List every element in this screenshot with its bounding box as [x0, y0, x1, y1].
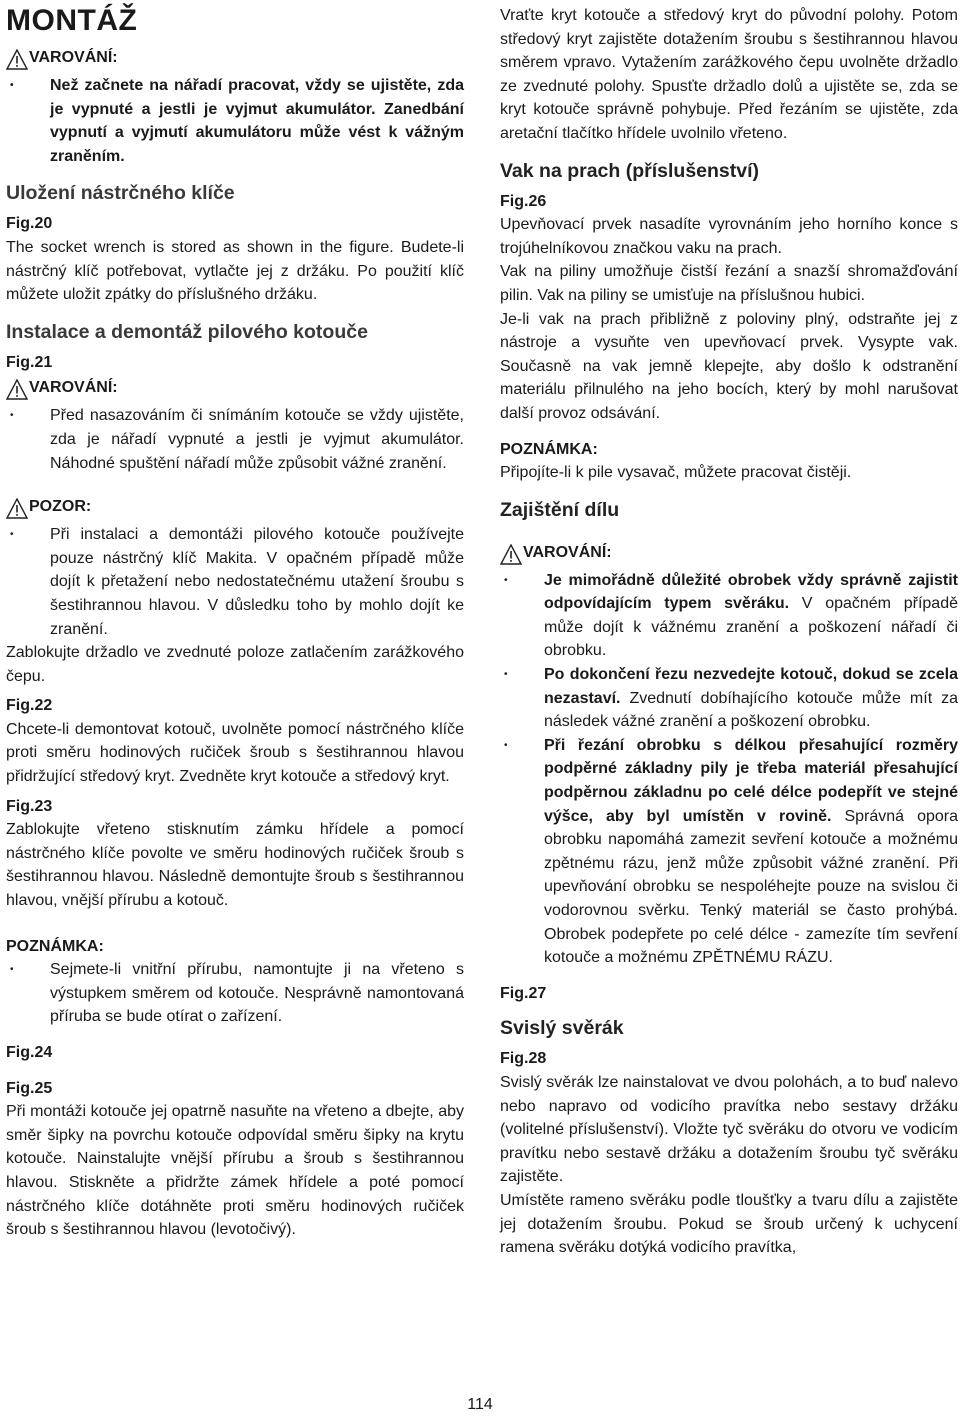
fig-label: Fig.25: [6, 1079, 53, 1097]
fig-label: Fig.27: [500, 984, 547, 1002]
caution-heading: POZOR:: [6, 495, 464, 519]
warning-bullet: • Před nasazováním či snímáním kotouče se vždy ujistěte, zda je nářadí vypnuté a jestli je vyjmut akumulátor. Náhodné spuštění nářadí může způsobit vážné zranění.: [10, 407, 464, 472]
warning-bullet: • Než začnete na nářadí pracovat, vždy se ujistěte, zda je vypnuté a jestli je vyjmut akumulátor. Zanedbání vypnutí a vyjmutí akumulátoru může vést k vážným zraněním.: [10, 77, 464, 165]
fig-label: Fig.23: [6, 797, 53, 815]
warning-bullet: • Při řezání obrobku s délkou přesahující rozměry podpěrné základny pily je třeba materiál přesahující podpěrnou základnu po celé délce podepřít ve stejné výšce, aby byl umístěn v rovině. Správná opora obrobku napomáhá zamezit sevření kotouče a možnému zpětnému rázu, jenž může způsobit vážné zranění. Při upevňování obrobku se nespoléhejte pouze na svislou či vodorovnou svěrku. Tenký materiál se často prohýbá. Obrobek podepřete po celé délce - zamezíte tím sevření kotouče a možnému ZPĚTNÉMU RÁZU.: [504, 736, 958, 967]
paragraph: Připojíte-li k pile vysavač, můžete pracovat čistěji.: [500, 464, 852, 482]
caution-bullet: • Při instalaci a demontáži pilového kotouče používejte pouze nástrčný klíč Makita. V opačném případě může dojít k přetažení nebo nedostatečnému utažení šroubu s šestihrannou hlavou. V důsledku toho by mohlo dojít ke zranění.: [10, 526, 464, 638]
paragraph: Vraťte kryt kotouče a středový kryt do původní polohy. Potom středový kryt zajistěte dotažením šroubu s šestihrannou hlavou směrem vpravo. Vytažením zarážkového čepu uvolněte držadlo ze zvednuté polohy. Spusťte držadlo dolů a ujistěte se, zda se kryt kotouče správně pohybuje. Před řezáním se ujistěte, zda aretační tlačítko hřídele uvolnilo vřeteno.: [500, 7, 958, 142]
paragraph: Je-li vak na prach přibližně z poloviny plný, odstraňte jej z nástroje a vysuňte ven upevňovací prvek. Vysypte vak. Současně na vak jemně klepejte, aby došlo k odstranění materiálu přilnulého na jeho bocích, který by mohl narušovat další provoz odsávání.: [500, 310, 958, 422]
paragraph: Umístěte rameno svěráku podle tloušťky a tvaru dílu a zajistěte jej dotažením šroubu. Pokud se šroub určený k uchycení ramena svěráku dotýká vodicího pravítka,: [500, 1191, 958, 1257]
note-bullet: • Sejmete-li vnitřní přírubu, namontujte ji na vřeteno s výstupkem směrem od kotouče. Nesprávně namontovaná příruba se bude otírat o zařízení.: [10, 961, 464, 1026]
paragraph: Chcete-li demontovat kotouč, uvolněte pomocí nástrčného klíče proti směru hodinových ručiček šroub s šestihrannou hlavou přidržující středový kryt. Zvedněte kryt kotouče a středový kryt.: [6, 720, 464, 786]
section-heading: Zajištění dílu: [500, 498, 620, 521]
fig-label: Fig.21: [6, 353, 53, 371]
fig-label: Fig.20: [6, 215, 53, 233]
section-heading: Instalace a demontáž pilového kotouče: [6, 320, 368, 343]
section-heading: Uložení nástrčného klíče: [6, 182, 235, 205]
warning-triangle-icon: [6, 49, 28, 70]
right-column: [500, 0, 958, 1260]
warning-triangle-icon: [500, 544, 522, 565]
section-heading: Svislý svěrák: [500, 1017, 624, 1040]
paragraph: Vak na piliny umožňuje čistší řezání a snazší shromažďování pilin. Vak na piliny se umisťuje na příslušnou hubici.: [500, 263, 958, 304]
page-title: MONTÁŽ: [6, 4, 138, 37]
paragraph: The socket wrench is stored as shown in the figure. Budete-li nástrčný klíč potřebovat, vytlačte jej z držáku. Po použití klíč můžete uložit zpátky do příslušného držáku.: [6, 238, 464, 304]
fig-label: Fig.22: [6, 697, 53, 715]
paragraph: Svislý svěrák lze nainstalovat ve dvou polohách, a to buď nalevo nebo napravo od vodicího pravítka nebo sestavy držáku (volitelné příslušenství). Vložte tyč svěráku do otvoru ve vodicím pravítku nebo sestavě držáku a dotažením šroubu tyč svěráku zajistěte.: [500, 1073, 958, 1186]
note-heading: POZNÁMKA:: [6, 937, 104, 955]
paragraph: Zablokujte vřeteno stisknutím zámku hřídele a pomocí nástrčného klíče povolte ve směru hodinových ručiček šroub s šestihrannou hlavou. Následně demontujte šroub s šestihrannou hlavou, vnější přírubu a kotouč.: [6, 821, 464, 910]
paragraph: Při montáži kotouče jej opatrně nasuňte na vřeteno a dbejte, aby směr šipky na povrchu kotouče odpovídal směru šipky na krytu kotouče. Nainstalujte vnější přírubu a šroub s šestihrannou hlavou. Stiskněte a přidržte zámek hřídele a poté pomocí nástrčného klíče dotáhněte proti směru hodinových ručiček šroub s šestihrannou hlavou (levotočivý).: [6, 1103, 464, 1239]
warning-heading: VAROVÁNÍ:: [6, 46, 464, 70]
warning-heading: VAROVÁNÍ:: [500, 541, 958, 565]
fig-label: Fig.26: [500, 192, 547, 210]
warning-triangle-icon: [6, 379, 28, 400]
paragraph: Upevňovací prvek nasadíte vyrovnáním jeho horního konce s trojúhelníkovou značkou vaku na prach.: [500, 216, 958, 257]
warning-triangle-icon: [6, 498, 28, 519]
warning-bullet: • Je mimořádně důležité obrobek vždy správně zajistit odpovídajícím typem svěráku. V opačném případě může dojít k vážnému zranění a poškození nářadí či obrobku.: [504, 571, 958, 660]
page-number: 114: [467, 1396, 493, 1413]
left-column: [6, 0, 464, 1242]
warning-heading: VAROVÁNÍ:: [6, 376, 464, 400]
fig-label: Fig.24: [6, 1044, 53, 1061]
note-heading: POZNÁMKA:: [500, 440, 598, 458]
fig-label: Fig.28: [500, 1050, 547, 1068]
section-heading: Vak na prach (příslušenství): [500, 159, 760, 182]
paragraph: Zablokujte držadlo ve zvednuté poloze zatlačením zarážkového čepu.: [6, 644, 464, 685]
warning-bullet: • Po dokončení řezu nezvedejte kotouč, dokud se zcela nezastaví. Zvednutí dobíhajícího kotouče může mít za následek vážné zranění a poškození obrobku.: [504, 666, 958, 731]
